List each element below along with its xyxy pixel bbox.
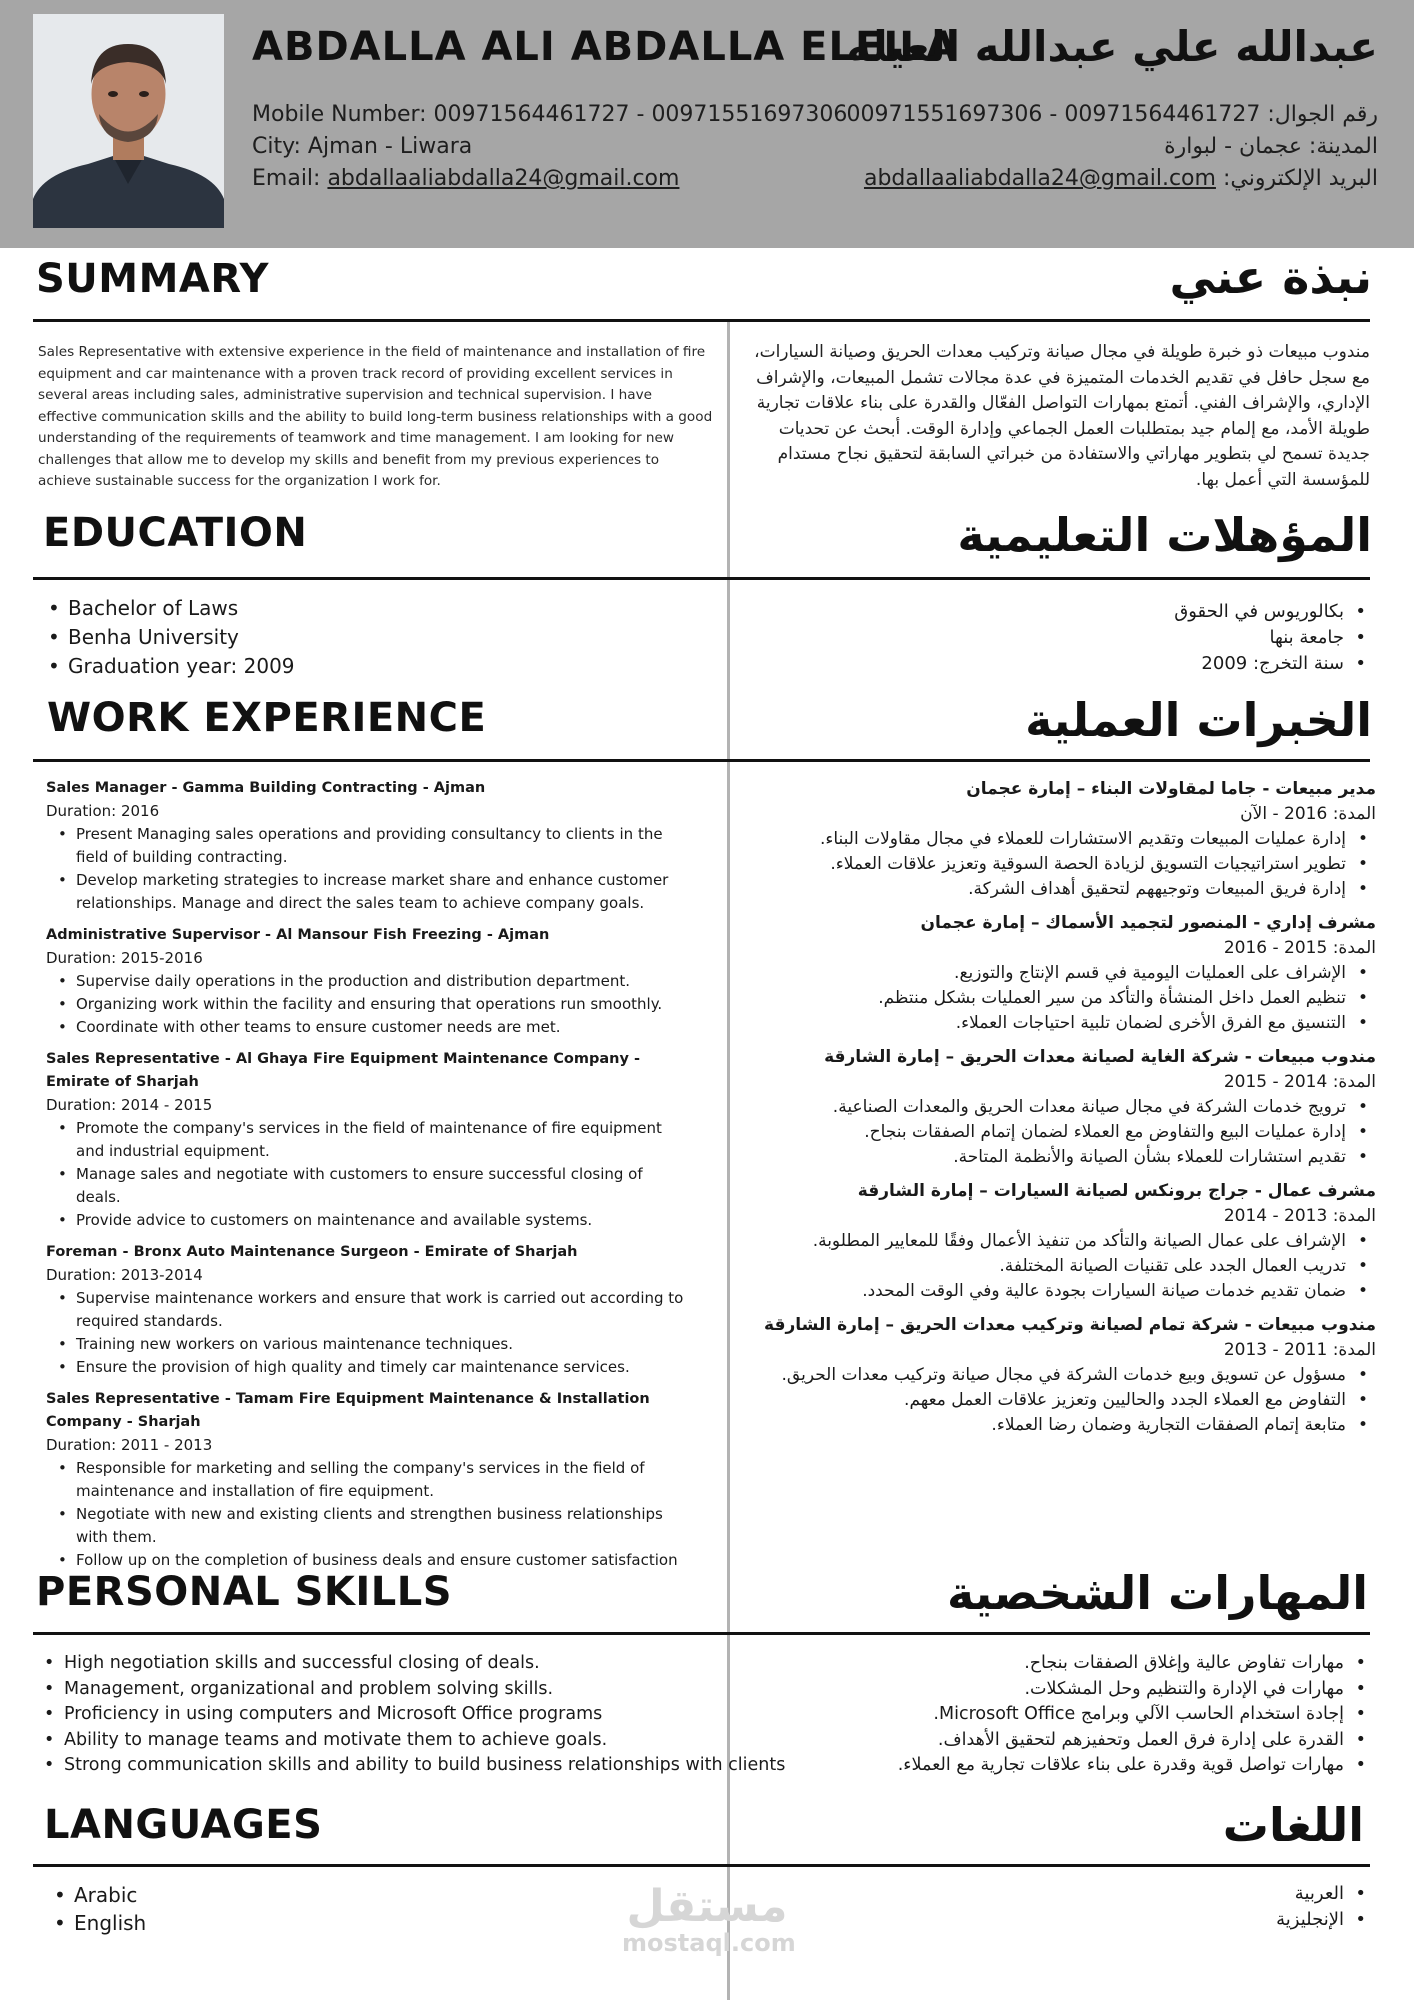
watermark-arabic: مستقل <box>626 1881 788 1932</box>
languages-heading: LANGUAGES <box>44 1802 323 1848</box>
job-title: Sales Representative - Al Ghaya Fire Equipment Maintenance Company - Emirate of Sharjah <box>46 1051 640 1090</box>
list-item: • Bachelor of Laws <box>44 594 295 623</box>
city: City: Ajman - Liwara <box>252 134 473 159</box>
job-duration: المدة: 2013 - 2014 <box>1223 1206 1376 1226</box>
list-item: • Manage sales and negotiate with customers to ensure successful closing of deals. <box>50 1163 686 1209</box>
list-item: • Organizing work within the facility and ensuring that operations run smoothly. <box>50 993 686 1016</box>
section-rule <box>33 1632 1370 1635</box>
list-item: • العربية <box>1276 1881 1370 1907</box>
section-rule <box>33 577 1370 580</box>
list-item: • الإشراف على العمليات اليومية في قسم الإنتاج والتوزيع. <box>736 961 1376 986</box>
city-ar: المدينة: عجمان - لبوارة <box>1164 134 1378 159</box>
section-rule <box>33 1864 1370 1867</box>
education-heading: EDUCATION <box>43 510 308 556</box>
list-item: • التفاوض مع العملاء الجدد والحاليين وتعزيز علاقات العمل معهم. <box>736 1388 1376 1413</box>
list-item: • Supervise maintenance workers and ensure that work is carried out according to required standards. <box>50 1287 686 1333</box>
contact-info-english <box>252 99 847 195</box>
job-title: Foreman - Bronx Auto Maintenance Surgeon - Emirate of Sharjah <box>46 1244 578 1260</box>
job-duties <box>46 1117 686 1232</box>
list-item: • تدريب العمال الجدد على تقنيات الصيانة المختلفة. <box>736 1254 1376 1279</box>
email-row-ar <box>846 163 1378 195</box>
email-row <box>252 163 847 195</box>
list-item: • Management, organizational and problem solving skills. <box>40 1677 785 1703</box>
list-item: • مهارات في الإدارة والتنظيم وحل المشكلات. <box>898 1677 1370 1703</box>
mobile-number: Mobile Number: 00971564461727 - 00971551697306 <box>252 102 848 127</box>
contact-info-arabic <box>846 99 1378 195</box>
work-list-ar <box>736 777 1376 1447</box>
list-item: • Graduation year: 2009 <box>44 652 295 681</box>
email-label: Email: <box>252 166 328 191</box>
summary-text-ar: مندوب مبيعات ذو خبرة طويلة في مجال صيانة وتركيب معدات الحريق وصيانة السيارات، مع سجل حافل في تقديم الخدمات المتميزة في عدة مجالات تشمل المبيعات، والإشراف الإداري، والإشراف الفني. أتمتع بمهارات التواصل الفعّال والقدرة على بناء علاقات تجارية طويلة الأمد، مع إلمام جيد بمتطلبات العمل الجماعي وإدارة الوقت. أبحث عن تحديات جديدة تسمح لي بتطوير مهاراتي والاستفادة من خبراتي السابقة لتحقيق نجاح مستدام للمؤسسة التي أعمل بها. <box>754 342 1370 490</box>
job-title: مشرف عمال - جراج برونكس لصيانة السيارات – إمارة الشارقة <box>857 1181 1376 1201</box>
list-item: • Training new workers on various maintenance techniques. <box>50 1333 686 1356</box>
list-item: • تطوير استراتيجيات التسويق لزيادة الحصة السوقية وتعزيز علاقات العملاء. <box>736 852 1376 877</box>
job-duties <box>46 823 686 915</box>
list-item: • Benha University <box>44 623 295 652</box>
list-item: • Promote the company's services in the field of maintenance of fire equipment and industrial equipment. <box>50 1117 686 1163</box>
languages-heading-ar: اللغات <box>1222 1798 1364 1852</box>
list-item: • Negotiate with new and existing clients and strengthen business relationships with them. <box>50 1503 686 1549</box>
list-item: • Follow up on the completion of business deals and ensure customer satisfaction <box>50 1549 686 1572</box>
job-duration: Duration: 2011 - 2013 <box>46 1436 213 1454</box>
languages-list-ar <box>1276 1881 1370 1933</box>
job-entry <box>46 1241 686 1379</box>
job-entry <box>46 1388 686 1572</box>
job-duration: المدة: 2015 - 2016 <box>1223 938 1376 958</box>
list-item: • Develop marketing strategies to increase market share and enhance customer relationships. Manage and direct the sales team to achieve company goals. <box>50 869 686 915</box>
list-item: • مهارات تواصل قوية وقدرة على بناء علاقات تجارية مع العملاء. <box>898 1753 1370 1779</box>
education-list <box>44 594 295 681</box>
job-entry <box>46 924 686 1039</box>
skills-list-ar <box>898 1651 1370 1779</box>
job-entry <box>736 1045 1376 1170</box>
job-duration: المدة: 2011 - 2013 <box>1223 1340 1376 1360</box>
list-item: • الإشراف على عمال الصيانة والتأكد من تنفيذ الأعمال وفقًا للمعايير المطلوبة. <box>736 1229 1376 1254</box>
email-label-ar: البريد الإلكتروني: <box>1215 166 1378 191</box>
mostaql-watermark <box>622 1881 796 1957</box>
list-item: • سنة التخرج: 2009 <box>1174 651 1370 677</box>
list-item: • High negotiation skills and successful closing of deals. <box>40 1651 785 1677</box>
list-item: • جامعة بنها <box>1174 625 1370 651</box>
job-duration: Duration: 2016 <box>46 802 160 820</box>
job-duties <box>736 961 1376 1036</box>
list-item: • Responsible for marketing and selling the company's services in the field of maintenance and installation of fire equipment. <box>50 1457 686 1503</box>
list-item: • الإنجليزية <box>1276 1907 1370 1933</box>
list-item: • Arabic <box>50 1881 146 1909</box>
mobile-number-ar: رقم الجوال: 00971564461727 - 00971551697306 <box>846 102 1378 127</box>
list-item: • ترويج خدمات الشركة في مجال صيانة معدات الحريق والمعدات الصناعية. <box>736 1095 1376 1120</box>
name-arabic: عبدالله علي عبدالله العيله <box>846 22 1378 71</box>
list-item: • Ability to manage teams and motivate them to achieve goals. <box>40 1728 785 1754</box>
profile-photo <box>33 14 224 228</box>
summary-heading: SUMMARY <box>36 256 269 302</box>
languages-list <box>50 1881 146 1937</box>
education-heading-ar: المؤهلات التعليمية <box>957 508 1372 562</box>
job-duties <box>46 970 686 1039</box>
list-item: • Proficiency in using computers and Microsoft Office programs <box>40 1702 785 1728</box>
job-duties <box>736 827 1376 902</box>
list-item: • إدارة عمليات البيع والتفاوض مع العملاء لضمان إتمام الصفقات بنجاح. <box>736 1120 1376 1145</box>
job-entry <box>46 777 686 915</box>
job-entry <box>736 1313 1376 1438</box>
list-item: • بكالوريوس في الحقوق <box>1174 599 1370 625</box>
job-duration: المدة: 2014 - 2015 <box>1223 1072 1376 1092</box>
list-item: • Supervise daily operations in the production and distribution department. <box>50 970 686 993</box>
list-item: • Coordinate with other teams to ensure customer needs are met. <box>50 1016 686 1039</box>
work-list <box>46 777 686 1581</box>
list-item: • متابعة إتمام الصفقات التجارية وضمان رضا العملاء. <box>736 1413 1376 1438</box>
person-portrait-icon <box>33 14 224 228</box>
job-entry <box>46 1048 686 1232</box>
job-duties <box>736 1095 1376 1170</box>
section-rule <box>33 319 1370 322</box>
list-item: • Provide advice to customers on maintenance and available systems. <box>50 1209 686 1232</box>
list-item: • القدرة على إدارة فرق العمل وتحفيزهم لتحقيق الأهداف. <box>898 1728 1370 1754</box>
name-english: ABDALLA ALI ABDALLA ELEILA <box>252 24 958 70</box>
job-title: Sales Manager - Gamma Building Contracting - Ajman <box>46 780 486 796</box>
job-title: Sales Representative - Tamam Fire Equipment Maintenance & Installation Company - Sharjah <box>46 1391 650 1430</box>
job-duration: Duration: 2013-2014 <box>46 1266 203 1284</box>
job-duties <box>46 1287 686 1379</box>
work-experience-heading-ar: الخبرات العملية <box>1025 693 1372 747</box>
section-rule <box>33 759 1370 762</box>
list-item: • مسؤول عن تسويق وبيع خدمات الشركة في مجال صيانة وتركيب معدات الحريق. <box>736 1363 1376 1388</box>
list-item: • تنظيم العمل داخل المنشأة والتأكد من سير العمليات بشكل منتظم. <box>736 986 1376 1011</box>
job-title: مندوب مبيعات - شركة تمام لصيانة وتركيب معدات الحريق – إمارة الشارقة <box>764 1315 1376 1335</box>
list-item: • Present Managing sales operations and providing consultancy to clients in the field of building contracting. <box>50 823 686 869</box>
email-link[interactable]: abdallaaliabdalla24@gmail.com <box>327 166 680 191</box>
job-title: مدير مبيعات - جاما لمقاولات البناء – إمارة عجمان <box>966 779 1376 799</box>
list-item: • Strong communication skills and ability to build business relationships with clients <box>40 1753 785 1779</box>
skills-heading: PERSONAL SKILLS <box>36 1569 453 1615</box>
job-entry <box>736 777 1376 902</box>
list-item: • تقديم استشارات للعملاء بشأن الصيانة والأنظمة المتاحة. <box>736 1145 1376 1170</box>
watermark-url: mostaql.com <box>622 1929 796 1957</box>
job-title: Administrative Supervisor - Al Mansour Fish Freezing - Ajman <box>46 927 550 943</box>
list-item: • إدارة عمليات المبيعات وتقديم الاستشارات للعملاء في مجال مقاولات البناء. <box>736 827 1376 852</box>
job-duration: Duration: 2014 - 2015 <box>46 1096 213 1114</box>
list-item: • ضمان تقديم خدمات صيانة السيارات بجودة عالية وفي الوقت المحدد. <box>736 1279 1376 1304</box>
email-link-ar[interactable]: abdallaaliabdalla24@gmail.com <box>863 166 1216 191</box>
job-duration: المدة: 2016 - الآن <box>1240 804 1376 824</box>
list-item: • إجادة استخدام الحاسب الآلي وبرامج Microsoft Office. <box>898 1702 1370 1728</box>
job-title: مندوب مبيعات - شركة الغاية لصيانة معدات الحريق – إمارة الشارقة <box>824 1047 1376 1067</box>
summary-heading-ar: نبذة عني <box>1169 250 1372 304</box>
job-duties <box>736 1363 1376 1438</box>
list-item: • إدارة فريق المبيعات وتوجيههم لتحقيق أهداف الشركة. <box>736 877 1376 902</box>
job-duration: Duration: 2015-2016 <box>46 949 203 967</box>
list-item: • English <box>50 1909 146 1937</box>
skills-list <box>40 1651 785 1779</box>
skills-heading-ar: المهارات الشخصية <box>946 1566 1368 1620</box>
work-experience-heading: WORK EXPERIENCE <box>47 695 487 741</box>
job-entry <box>736 1179 1376 1304</box>
list-item: • التنسيق مع الفرق الأخرى لضمان تلبية احتياجات العملاء. <box>736 1011 1376 1036</box>
summary-text: Sales Representative with extensive experience in the field of maintenance and installation of fire equipment and car maintenance with a proven track record of providing excellent services in several areas including sales, administrative supervision and technical supervision. I have effective communication skills and the ability to build long-term business relationships with a good understanding of the requirements of teamwork and time management. I am looking for new challenges that allow me to develop my skills and benefit from my previous experiences to achieve sustainable success for the organization I work for. <box>38 344 713 489</box>
job-entry <box>736 911 1376 1036</box>
list-item: • Ensure the provision of high quality and timely car maintenance services. <box>50 1356 686 1379</box>
list-item: • مهارات تفاوض عالية وإغلاق الصفقات بنجاح. <box>898 1651 1370 1677</box>
education-list-ar <box>1174 599 1370 677</box>
job-duties <box>46 1457 686 1572</box>
job-duties <box>736 1229 1376 1304</box>
job-title: مشرف إداري - المنصور لتجميد الأسماك – إمارة عجمان <box>920 913 1376 933</box>
